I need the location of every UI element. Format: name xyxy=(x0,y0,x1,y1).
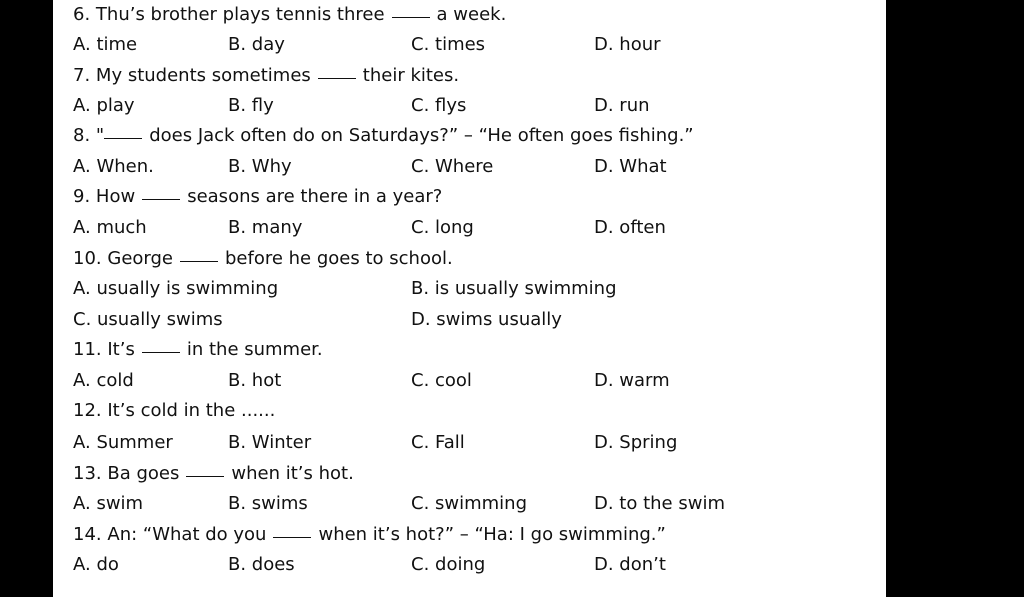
question-number: 9. xyxy=(73,186,91,207)
worksheet-page xyxy=(53,0,886,597)
answer-blank xyxy=(392,16,430,18)
option-d: D. don’t xyxy=(594,554,666,575)
question-number: 6. xyxy=(73,4,91,25)
answer-blank xyxy=(186,475,224,477)
option-c: C. Fall xyxy=(411,432,465,453)
question-number: 11. xyxy=(73,339,102,360)
question-text-before: How xyxy=(95,186,136,207)
option-a: A. Summer xyxy=(73,432,173,453)
question-text-before: It’s xyxy=(107,339,135,360)
option-a: A. much xyxy=(73,217,147,238)
option-a: A. swim xyxy=(73,493,144,514)
question-text-before: Thu’s brother plays tennis three xyxy=(95,4,385,25)
question-text: It’s cold in the ...... xyxy=(107,400,276,421)
question-text-after: in the summer. xyxy=(186,339,323,360)
answer-blank xyxy=(318,77,356,79)
option-b: B. is usually swimming xyxy=(411,278,617,299)
question-text-after: does Jack often do on Saturdays?” – “He often goes fishing.” xyxy=(149,125,694,146)
option-b: B. Winter xyxy=(228,432,312,453)
option-d: D. run xyxy=(594,95,650,116)
answer-blank xyxy=(142,351,180,353)
question-text-before: Ba goes xyxy=(107,463,180,484)
option-b: B. swims xyxy=(228,493,308,514)
option-b: B. does xyxy=(228,554,295,575)
option-c: C. long xyxy=(411,217,474,238)
option-c: C. times xyxy=(411,34,486,55)
option-c: C. usually swims xyxy=(73,309,223,330)
question-text-before: An: “What do you xyxy=(107,524,267,545)
option-c: C. flys xyxy=(411,95,467,116)
option-d: D. often xyxy=(594,217,666,238)
question-text-before: George xyxy=(107,248,173,269)
option-a: A. do xyxy=(73,554,119,575)
option-b: B. Why xyxy=(228,156,292,177)
option-b: B. hot xyxy=(228,370,282,391)
question-number: 14. xyxy=(73,524,102,545)
question-text-before: My students sometimes xyxy=(95,65,311,86)
question-text-after: their kites. xyxy=(362,65,460,86)
answer-blank xyxy=(273,536,311,538)
option-d: D. What xyxy=(594,156,667,177)
option-d: D. Spring xyxy=(594,432,678,453)
option-a: A. time xyxy=(73,34,138,55)
question-text-after: a week. xyxy=(436,4,507,25)
option-c: C. Where xyxy=(411,156,494,177)
option-d: D. swims usually xyxy=(411,309,562,330)
option-d: D. to the swim xyxy=(594,493,725,514)
option-b: B. many xyxy=(228,217,303,238)
question-text-before: " xyxy=(95,125,105,146)
answer-blank xyxy=(180,260,218,262)
option-b: B. fly xyxy=(228,95,274,116)
question-number: 7. xyxy=(73,65,91,86)
option-d: D. hour xyxy=(594,34,661,55)
option-a: A. When. xyxy=(73,156,154,177)
option-c: C. doing xyxy=(411,554,486,575)
option-c: C. swimming xyxy=(411,493,528,514)
option-d: D. warm xyxy=(594,370,670,391)
option-b: B. day xyxy=(228,34,285,55)
question-number: 10. xyxy=(73,248,102,269)
option-c: C. cool xyxy=(411,370,472,391)
answer-blank xyxy=(104,137,142,139)
question-text-after: when it’s hot?” – “Ha: I go swimming.” xyxy=(318,524,666,545)
question-number: 12. xyxy=(73,400,102,421)
answer-blank xyxy=(142,198,180,200)
question-number: 8. xyxy=(73,125,91,146)
option-a: A. play xyxy=(73,95,135,116)
option-a: A. cold xyxy=(73,370,134,391)
option-a: A. usually is swimming xyxy=(73,278,279,299)
question-text-after: before he goes to school. xyxy=(225,248,453,269)
question-number: 13. xyxy=(73,463,102,484)
question-text-after: seasons are there in a year? xyxy=(187,186,443,207)
question-text-after: when it’s hot. xyxy=(231,463,354,484)
